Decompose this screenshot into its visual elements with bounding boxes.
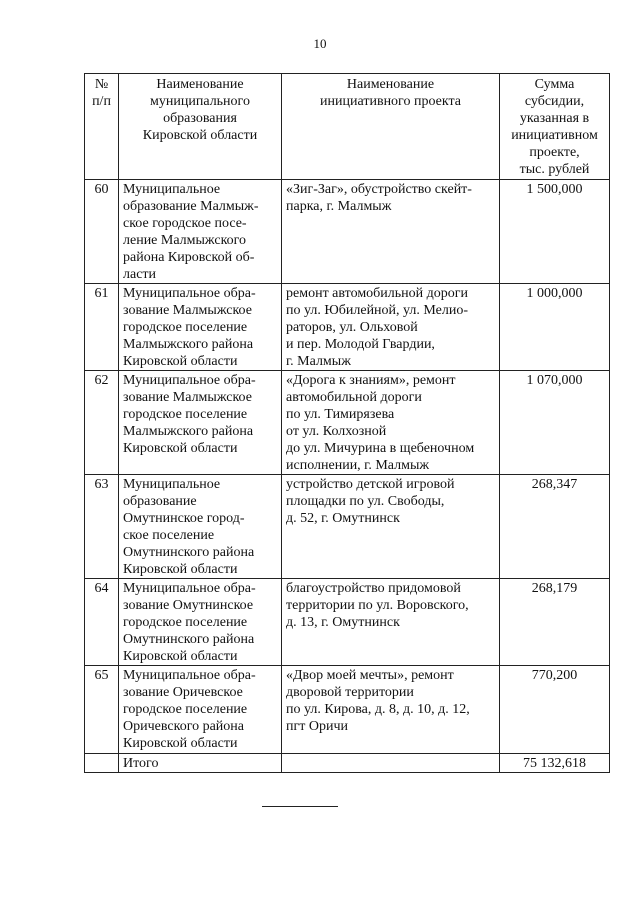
header-project: Наименование инициативного проекта: [282, 74, 500, 180]
footer-divider: [262, 806, 338, 807]
row-municipality: Муниципальное обра- зование Малмыжское городское поселение Малмыжского района Кировской области: [119, 371, 282, 475]
row-subsidy: 1 070,000: [500, 371, 610, 475]
row-subsidy: 1 500,000: [500, 180, 610, 284]
table-row: [85, 475, 610, 579]
header-num: № п/п: [85, 74, 119, 180]
total-num-cell: [85, 754, 119, 773]
row-municipality: Муниципальное образование Малмыж- ское городское посе- ление Малмыжского района Кировской об- ласти: [119, 180, 282, 284]
table-row: [85, 180, 610, 284]
table-total-row: [85, 754, 610, 773]
row-subsidy: 268,347: [500, 475, 610, 579]
row-project: благоустройство придомовой территории по ул. Воровского, д. 13, г. Омутнинск: [282, 579, 500, 666]
row-num: 62: [85, 371, 119, 475]
total-label: Итого: [119, 754, 282, 773]
row-municipality: Муниципальное образование Омутнинское город- ское поселение Омутнинского района Кировской области: [119, 475, 282, 579]
header-municipality: Наименование муниципального образования Кировской области: [119, 74, 282, 180]
row-subsidy: 770,200: [500, 666, 610, 754]
row-municipality: Муниципальное обра- зование Малмыжское городское поселение Малмыжского района Кировской области: [119, 284, 282, 371]
row-num: 63: [85, 475, 119, 579]
subsidy-table: [84, 73, 610, 773]
page-number: 10: [313, 36, 327, 51]
row-num: 65: [85, 666, 119, 754]
row-project: устройство детской игровой площадки по ул. Свободы, д. 52, г. Омутнинск: [282, 475, 500, 579]
row-subsidy: 1 000,000: [500, 284, 610, 371]
table-row: [85, 579, 610, 666]
total-value: 75 132,618: [500, 754, 610, 773]
row-project: «Зиг-Заг», обустройство скейт- парка, г. Малмыж: [282, 180, 500, 284]
row-num: 61: [85, 284, 119, 371]
row-municipality: Муниципальное обра- зование Оричевское городское поселение Оричевского района Кировской области: [119, 666, 282, 754]
table-row: [85, 666, 610, 754]
row-municipality: Муниципальное обра- зование Омутнинское городское поселение Омутнинского района Кировской области: [119, 579, 282, 666]
row-subsidy: 268,179: [500, 579, 610, 666]
total-empty-cell: [282, 754, 500, 773]
header-subsidy: Сумма субсидии, указанная в инициативном проекте, тыс. рублей: [500, 74, 610, 180]
table-row: [85, 371, 610, 475]
row-num: 64: [85, 579, 119, 666]
table-header-row: [85, 74, 610, 180]
table-row: [85, 284, 610, 371]
row-num: 60: [85, 180, 119, 284]
row-project: «Дорога к знаниям», ремонт автомобильной дороги по ул. Тимирязева от ул. Колхозной до ул. Мичурина в щебеночном исполнении, г. Малмыж: [282, 371, 500, 475]
row-project: ремонт автомобильной дороги по ул. Юбилейной, ул. Мелио- раторов, ул. Ольховой и пер. Молодой Гвардии, г. Малмыж: [282, 284, 500, 371]
row-project: «Двор моей мечты», ремонт дворовой территории по ул. Кирова, д. 8, д. 10, д. 12, пгт Оричи: [282, 666, 500, 754]
